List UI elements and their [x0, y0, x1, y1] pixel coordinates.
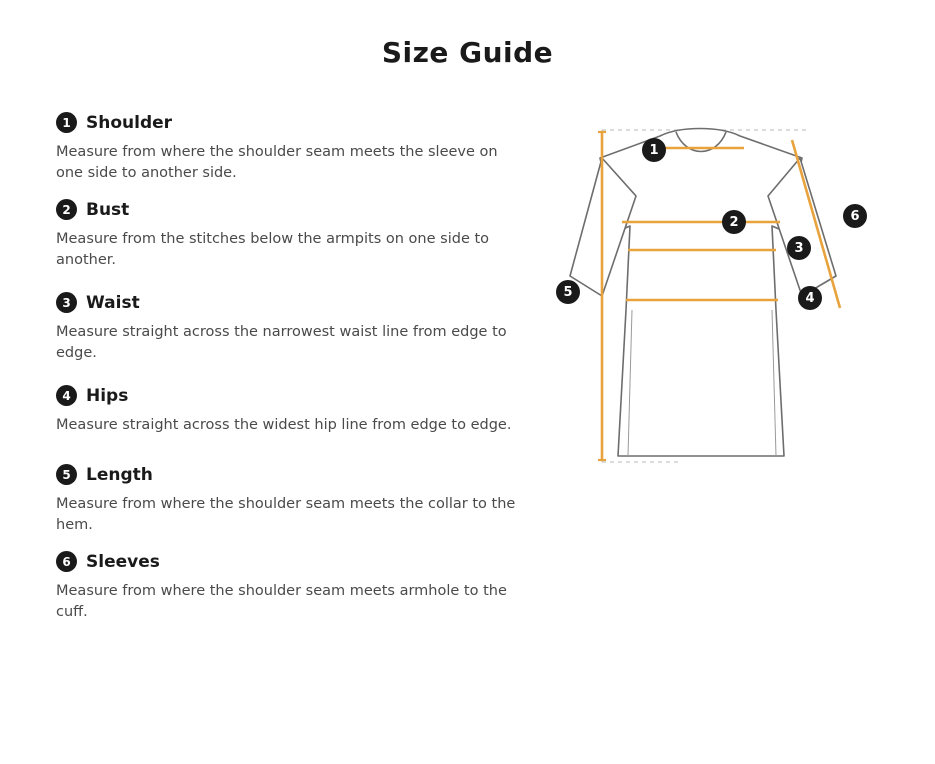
measurement-heading: [56, 112, 526, 133]
measurement-description-waist: Measure straight across the narrowest waist line from edge to edge.: [56, 324, 507, 361]
measurement-heading: [56, 292, 526, 313]
measurement-heading: [56, 551, 526, 572]
measurement-label-sleeves: Sleeves: [86, 551, 160, 572]
measurement-item-waist: [56, 292, 526, 363]
measurement-heading: [56, 385, 526, 406]
garment-diagram: [540, 100, 900, 500]
measurement-item-sleeves: [56, 551, 526, 622]
measurement-heading: [56, 464, 526, 485]
measurement-label-shoulder: Shoulder: [86, 112, 173, 133]
number-badge-1: 1: [56, 112, 77, 133]
measurement-description-bust: Measure from the stitches below the armpits on one side to another.: [56, 231, 490, 268]
measurement-description-length: Measure from where the shoulder seam meets the collar to the hem.: [56, 496, 516, 533]
number-badge-2: 2: [56, 199, 77, 220]
measurement-description-hips: Measure straight across the widest hip line from edge to edge.: [56, 417, 512, 434]
diagram-marker-3: 3: [787, 236, 811, 260]
measurement-item-shoulder: [56, 112, 526, 183]
measurement-label-hips: Hips: [86, 385, 129, 406]
measurement-label-length: Length: [86, 464, 153, 485]
diagram-marker-1: 1: [642, 138, 666, 162]
number-badge-5: 5: [56, 464, 77, 485]
dress-illustration-svg: [540, 100, 900, 500]
measurement-list: [56, 112, 526, 636]
measurement-heading: [56, 199, 526, 220]
diagram-marker-2: 2: [722, 210, 746, 234]
measurement-description-shoulder: Measure from where the shoulder seam meets the sleeve on one side to another side.: [56, 144, 498, 181]
page-title: Size Guide: [381, 36, 554, 69]
diagram-marker-5: 5: [556, 280, 580, 304]
measurement-item-bust: [56, 199, 526, 270]
number-badge-3: 3: [56, 292, 77, 313]
number-badge-4: 4: [56, 385, 77, 406]
measurement-item-length: [56, 464, 526, 535]
measurement-description-sleeves: Measure from where the shoulder seam meets armhole to the cuff.: [56, 583, 507, 620]
measurement-item-hips: [56, 385, 526, 436]
diagram-marker-4: 4: [798, 286, 822, 310]
number-badge-6: 6: [56, 551, 77, 572]
garment-outline: [570, 129, 836, 457]
diagram-marker-6: 6: [843, 204, 867, 228]
measurement-label-bust: Bust: [86, 199, 130, 220]
measurement-label-waist: Waist: [86, 292, 140, 313]
